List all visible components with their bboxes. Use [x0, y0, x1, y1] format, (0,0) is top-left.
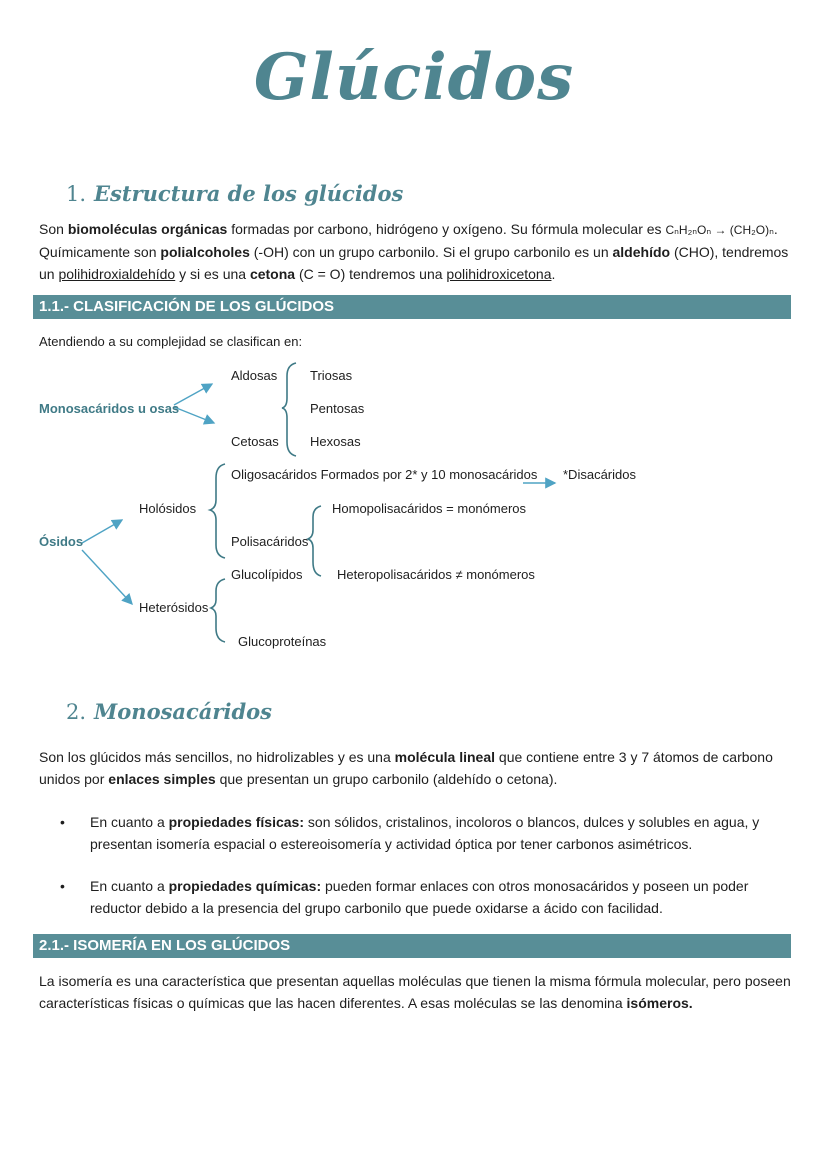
- bold-term: cetona: [249, 266, 296, 282]
- bullet-propiedades-quimicas: [60, 875, 795, 919]
- label-triosas: Triosas: [310, 368, 353, 383]
- underlined-term: polihidroxialdehído: [58, 266, 176, 282]
- label-hexosas: Hexosas: [310, 434, 361, 449]
- section-2-paragraph: [39, 746, 794, 790]
- classification-intro: Atendiendo a su complejidad se clasifican en:: [39, 334, 303, 349]
- section-1-title: Estructura de los glúcidos: [94, 181, 404, 206]
- text: Son: [39, 221, 68, 237]
- bold-term: propiedades físicas:: [168, 814, 305, 830]
- text: .: [551, 266, 556, 282]
- label-monosacaridos: Monosacáridos u osas: [39, 401, 180, 416]
- brace-heterosidos: [211, 579, 225, 642]
- label-pentosas: Pentosas: [310, 401, 365, 416]
- text: un: [39, 266, 59, 282]
- brace-polisacaridos: [308, 506, 321, 576]
- bold-term: aldehído: [612, 244, 671, 260]
- label-heterosidos: Heterósidos: [139, 600, 209, 615]
- label-cetosas: Cetosas: [231, 434, 279, 449]
- section-2-title: Monosacáridos: [94, 699, 272, 724]
- bold-term: biomoléculas orgánicas: [67, 221, 228, 237]
- text: pueden formar enlaces con otros monosacáridos y poseen un poder reductor debido a la presencia del grupo carbonilo que puede oxidarse a ácido con facilidad.: [90, 878, 749, 916]
- text: que contiene entre 3 y 7 átomos de carbono: [495, 749, 773, 765]
- label-polisacaridos: Polisacáridos: [231, 534, 309, 549]
- brace-holosidos: [210, 464, 225, 558]
- label-disacaridos: *Disacáridos: [563, 467, 636, 482]
- page-title: Glúcidos: [253, 40, 575, 115]
- section-2-heading: [66, 699, 272, 724]
- molecular-formula: CₙH₂ₙOₙ → (CH₂O)ₙ: [665, 223, 774, 237]
- bullet-propiedades-fisicas: [60, 811, 795, 855]
- bold-term: molécula lineal: [394, 749, 496, 765]
- section-2-number: 2.: [66, 700, 87, 724]
- arrow-to-heterosidos: [82, 550, 132, 604]
- text: En cuanto a: [90, 878, 169, 894]
- arrow-to-aldosas: [174, 384, 212, 405]
- text: (C = O) tendremos una: [295, 266, 447, 282]
- section-1-number: 1.: [66, 182, 87, 206]
- text: unidos por: [39, 771, 109, 787]
- label-glucoproteinas: Glucoproteínas: [238, 634, 327, 649]
- text: que presentan un grupo carbonilo (aldehído o cetona).: [215, 771, 558, 787]
- arrow-to-cetosas: [174, 407, 214, 423]
- label-homopolisacaridos: Homopolisacáridos = monómeros: [332, 501, 527, 516]
- bullet-icon: •: [60, 878, 65, 894]
- bold-term: polialcoholes: [160, 244, 250, 260]
- text: y si es una: [175, 266, 250, 282]
- section-band-clasificacion: 1.1.- CLASIFICACIÓN DE LOS GLÚCIDOS: [33, 295, 791, 319]
- label-glucolipidos: Glucolípidos: [231, 567, 303, 582]
- text: Químicamente son: [39, 244, 161, 260]
- label-holosidos: Holósidos: [139, 501, 197, 516]
- underlined-term: polihidroxicetona: [446, 266, 552, 282]
- arrow-to-holosidos: [82, 520, 122, 543]
- label-heteropolisacaridos: Heteropolisacáridos ≠ monómeros: [337, 567, 535, 582]
- text: La isomería es una característica que presentan aquellas moléculas que tienen la misma fórmula molecular, pero poseen características físicas o químicas que las hacen diferentes. A esas moléculas se las denomina: [39, 973, 791, 1011]
- text: En cuanto a: [90, 814, 169, 830]
- text: formadas por carbono, hidrógeno y oxígeno. Su fórmula molecular es: [227, 221, 666, 237]
- text: .: [773, 221, 778, 237]
- bullet-icon: •: [60, 814, 65, 830]
- bold-term: enlaces simples: [108, 771, 216, 787]
- text: (CHO), tendremos: [670, 244, 789, 260]
- bold-term: isómeros.: [626, 995, 693, 1011]
- label-oligosacaridos: Oligosacáridos Formados por 2* y 10 monosacáridos: [231, 467, 538, 482]
- label-osidos: Ósidos: [39, 534, 84, 549]
- bold-term: propiedades químicas:: [168, 878, 322, 894]
- text: (-OH) con un grupo carbonilo. Si el grupo carbonilo es un: [249, 244, 613, 260]
- section-band-isomeria: 2.1.- ISOMERÍA EN LOS GLÚCIDOS: [33, 934, 791, 958]
- label-aldosas: Aldosas: [231, 368, 278, 383]
- text: Son los glúcidos más sencillos, no hidrolizables y es una: [39, 749, 395, 765]
- isomeria-paragraph: [39, 970, 794, 1014]
- text: son sólidos, cristalinos, incoloros o blancos, dulces y solubles en agua, y presentan isomería espacial o estereoisomería y actividad óptica por tener carbonos asimétricos.: [90, 814, 760, 852]
- brace-aldosas-cetosas: [282, 363, 296, 456]
